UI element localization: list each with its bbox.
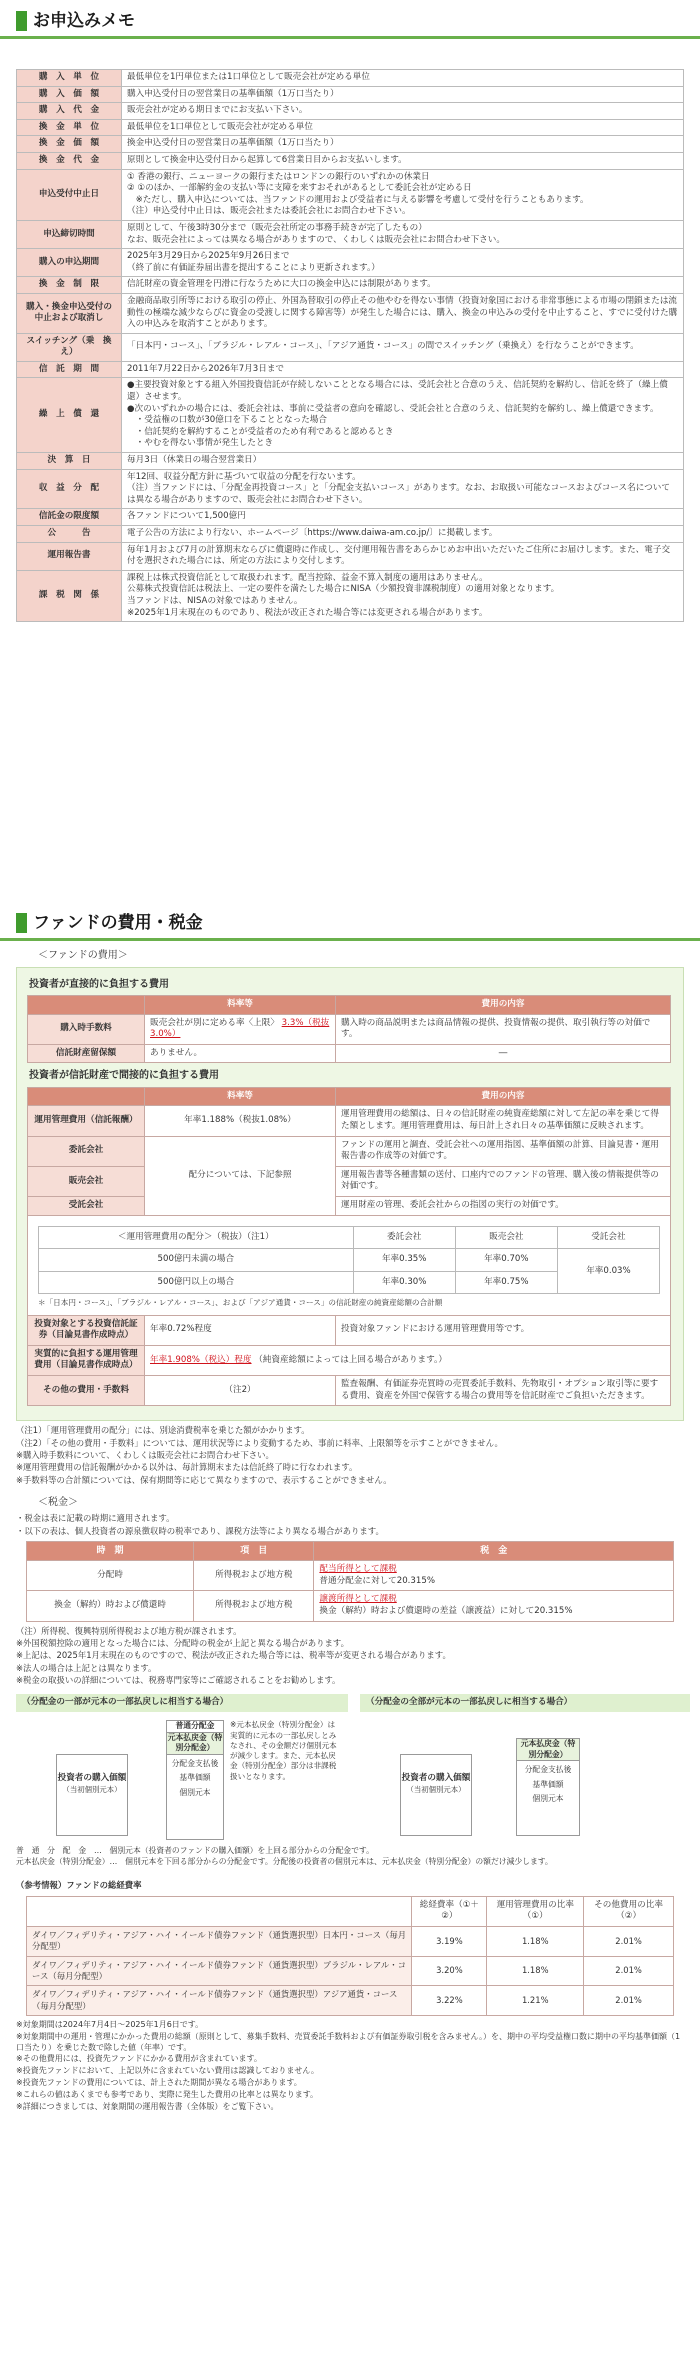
ratio-fund-name: ダイワ／フィデリティ・アジア・ハイ・イールド債券ファンド（通貨選択型）ブラジル・レアル・コース（毎月分配型） <box>27 1956 412 1986</box>
memo-row-text: 換金申込受付日の翌営業日の基準価額（1万口当たり） <box>127 138 339 149</box>
diagram-side-note: ※元本払戻金（特別分配金）は実質的に元本の一部払戻しとみなされ、その金額だけ個別元本が減少します。また、元本払戻金（特別分配金）部分は非課税扱いとなります。 <box>230 1720 337 1781</box>
memo-row-value <box>122 169 684 220</box>
alloc-header: ＜運用管理費用の配分＞（税抜）（注1） <box>39 1226 354 1249</box>
note-line: ※税金の取扱いの詳細については、税務専門家等にご確認されることをお勧めします。 <box>16 1675 341 1686</box>
memo-row <box>17 86 684 103</box>
ratio-fund-name: ダイワ／フィデリティ・アジア・ハイ・イールド債券ファンド（通貨選択型）日本円・コース（毎月分配型） <box>27 1926 412 1956</box>
memo-row-value <box>122 570 684 621</box>
fee-title: ファンドの費用・税金 <box>33 912 203 933</box>
actual-fee-label: 実質的に負担する運用管理費用（目論見書作成時点） <box>28 1345 145 1375</box>
memo-row-label: 購 入 代 金 <box>17 103 122 120</box>
investor-box: 投資者の購入価額 （当初個別元本） <box>56 1754 128 1836</box>
alloc-row-itaku: 年率0.30% <box>353 1271 455 1294</box>
memo-row-value <box>122 526 684 543</box>
memo-row <box>17 526 684 543</box>
fee-subtitle: ＜ファンドの費用＞ <box>38 950 128 961</box>
memo-title: お申込みメモ <box>33 10 135 31</box>
memo-row <box>17 169 684 220</box>
memo-row-text: ●次のいずれかの場合には、委託会社は、事前に受益者の意向を確認し、受託会社と合意のうえ、信託契約を解約し、繰上償還できます。 <box>127 403 659 414</box>
memo-row-label: 繰 上 償 還 <box>17 378 122 453</box>
alloc-jutaku-rate: 年率0.03% <box>557 1249 659 1294</box>
memo-row-label: 決 算 日 <box>17 453 122 470</box>
heading-marker <box>16 11 27 31</box>
tax-value: 配当所得として課税 普通分配金に対して20.315% <box>314 1561 674 1591</box>
memo-row-value <box>122 469 684 509</box>
memo-row-label: 課 税 関 係 <box>17 570 122 621</box>
memo-heading <box>0 6 700 39</box>
other-fee-content: 監査報酬、有価証券売買時の売買委託手数料、先物取引・オプション取引等に要する費用、資産を外国で保管する場合の費用等を信託財産でご負担いただきます。 <box>336 1376 671 1406</box>
purchase-fee-rate: 販売会社が別に定める率〈上限〉 3.3%（税抜3.0%） <box>145 1014 336 1044</box>
memo-row-value <box>122 220 684 248</box>
memo-row-text: 購入申込受付日の翌営業日の基準価額（1万口当たり） <box>127 88 339 99</box>
note-line: ※投資先ファンドの費用については、計上された期間が異なる場合があります。 <box>16 2077 302 2087</box>
diagram-left-title: （分配金の一部が元本の一部払戻しに相当する場合） <box>16 1694 348 1712</box>
itaku-content: ファンドの運用と調査、受託会社への運用指図、基準価額の計算、目論見書・運用報告書の作成等の対価です。 <box>336 1136 671 1166</box>
nav-box: 元本払戻金（特別分配金） 分配金支払後 基準価額 個別元本 <box>516 1738 580 1836</box>
note-line: （注）所得税、復興特別所得税および地方税が課されます。 <box>16 1625 242 1636</box>
ratio-value: 1.18% <box>487 1926 584 1956</box>
ratio-col-other: その他費用の比率（②） <box>584 1896 674 1926</box>
memo-row <box>17 378 684 453</box>
memo-row <box>17 220 684 248</box>
memo-row-value <box>122 509 684 526</box>
memo-section <box>0 0 700 622</box>
note-line: ※これらの値はあくまでも参考であり、実際に発生した費用の比率とは異なります。 <box>16 2089 319 2099</box>
alloc-col-hanbai: 販売会社 <box>455 1226 557 1249</box>
jutaku-content: 運用財産の管理、委託会社からの指図の実行の対価です。 <box>336 1197 671 1216</box>
ratio-col-total: 総経費率（①＋②） <box>412 1896 487 1926</box>
retain-rate: ありません。 <box>145 1044 336 1063</box>
ratio-notes <box>16 2020 684 2112</box>
memo-row-text: 2011年7月22日から2026年7月3日まで <box>127 363 285 374</box>
memo-row-text: 信託財産の資金管理を円滑に行なうために大口の換金申込には制限があります。 <box>127 279 436 290</box>
fee-heading <box>0 908 700 941</box>
memo-row-text: 金融商品取引所等における取引の停止、外国為替取引の停止その他やむを得ない事情（投資対象国における非常事態による市場の閉鎖または流動性の極端な減少ならびに資金の受渡しに関する障害等）が発生した場合には、購入、換金の申込みの受付を中止すること、すでに受付けた購入の申込みを取消すことがあります。 <box>127 295 678 330</box>
ratio-table <box>26 1896 674 2016</box>
memo-row-label: 購入・換金申込受付の中止および取消し <box>17 293 122 333</box>
ratio-row <box>27 1986 674 2016</box>
memo-row-label: 購 入 単 位 <box>17 70 122 87</box>
memo-row-label: 申込受付中止日 <box>17 169 122 220</box>
memo-row-value <box>122 378 684 453</box>
memo-row-text: 最低単位を1口単位として販売会社が定める単位 <box>127 121 313 132</box>
memo-row-label: 収 益 分 配 <box>17 469 122 509</box>
memo-row-text: 公募株式投資信託は税法上、一定の要件を満たした場合にNISA（少額投資非課税制度）の適用対象となります。 <box>127 584 560 595</box>
purchase-fee-max: 3.3%（税抜3.0%） <box>150 1017 330 1040</box>
memo-row-text: 原則として、午後3時30分まで（販売会社所定の事務手続きが完了したもの） <box>127 222 427 233</box>
note-line: （注1）「運用管理費用の配分」には、別途消費税率を乗じた額がかかります。 <box>16 1425 310 1436</box>
note-line: ※その他費用には、投資先ファンドにかかる費用が含まれています。 <box>16 2054 262 2064</box>
ratio-title: （参考情報）ファンドの総経費率 <box>16 1880 142 1891</box>
col-rate: 料率等 <box>145 996 336 1015</box>
memo-row-text: 当ファンドは、NISAの対象ではありません。 <box>127 595 303 606</box>
memo-row-text: ② ①のほか、一部解約金の支払い等に支障を来すおそれがあるとして委託会社が定める日 <box>127 183 472 194</box>
fee-panel <box>16 967 684 1422</box>
memo-row-text: 2025年3月29日から2025年9月26日まで <box>127 251 290 262</box>
other-fee-label: その他の費用・手数料 <box>28 1376 145 1406</box>
col-content: 費用の内容 <box>336 1087 671 1106</box>
memo-row-value <box>122 293 684 333</box>
memo-row-label: 換 金 代 金 <box>17 152 122 169</box>
memo-row <box>17 277 684 294</box>
note-line: ※手数料等の合計額については、保有期間等に応じて異なりますので、表示することができません。 <box>16 1474 392 1485</box>
memo-row-value <box>122 542 684 570</box>
note-line: ※法人の場合は上記とは異なります。 <box>16 1662 157 1673</box>
distribution-diagram <box>16 1694 684 1876</box>
target-fund-label: 投資対象とする投資信託証券（目論見書作成時点） <box>28 1315 145 1345</box>
memo-row-text: 各ファンドについて1,500億円 <box>127 511 246 522</box>
alloc-footnote: ＊「日本円・コース」、「ブラジル・レアル・コース」、および「アジア通貨・コース」の信託財産の純資産総額の合計額 <box>38 1298 443 1308</box>
tax-item: 所得税および地方税 <box>194 1561 314 1591</box>
memo-row-label: 信託金の限度額 <box>17 509 122 526</box>
memo-row <box>17 152 684 169</box>
memo-row <box>17 293 684 333</box>
hanbai-label: 販売会社 <box>28 1166 145 1196</box>
hanbai-content: 運用報告書等各種書類の送付、口座内でのファンドの管理、購入後の情報提供等の対価です。 <box>336 1166 671 1196</box>
alloc-table <box>38 1226 660 1295</box>
memo-row-value <box>122 277 684 294</box>
ratio-fund-name: ダイワ／フィデリティ・アジア・ハイ・イールド債券ファンド（通貨選択型）アジア通貨・コース（毎月分配型） <box>27 1986 412 2016</box>
ratio-col-blank <box>27 1896 412 1926</box>
mgmt-fee-content: 運用管理費用の総額は、日々の信託財産の純資産総額に対して左記の率を乗じて得た額とします。運用管理費用は、毎日計上され日々の基準価額に反映されます。 <box>336 1106 671 1136</box>
memo-row-text: 原則として換金申込受付日から起算して6営業日目からお支払いします。 <box>127 154 407 165</box>
memo-row <box>17 453 684 470</box>
ratio-row <box>27 1926 674 1956</box>
memo-row-text: 販売会社が定める期日までにお支払い下さい。 <box>127 105 308 116</box>
memo-row <box>17 361 684 378</box>
tax-when: 分配時 <box>27 1561 194 1591</box>
ratio-value: 2.01% <box>584 1986 674 2016</box>
ratio-value: 3.20% <box>412 1956 487 1986</box>
col-blank <box>28 1087 145 1106</box>
memo-row-value <box>122 136 684 153</box>
ratio-col-mgmt: 運用管理費用の比率（①） <box>487 1896 584 1926</box>
col-rate: 料率等 <box>145 1087 336 1106</box>
memo-row <box>17 249 684 277</box>
ratio-value: 1.18% <box>487 1956 584 1986</box>
memo-row-text: 年12回、収益分配方針に基づいて収益の分配を行ないます。 <box>127 471 361 482</box>
memo-row-label: 換 金 制 限 <box>17 277 122 294</box>
tax-col-item: 項 目 <box>194 1542 314 1561</box>
memo-row <box>17 333 684 361</box>
memo-row-value <box>122 152 684 169</box>
memo-row-label: 申込締切時間 <box>17 220 122 248</box>
note-line: ※対象期間は2024年7月4日〜2025年1月6日です。 <box>16 2019 204 2029</box>
note-line: ※詳細につきましては、対象期間の運用報告書（全体版）をご覧下さい。 <box>16 2101 279 2111</box>
diagram-right-title: （分配金の全部が元本の一部払戻しに相当する場合） <box>360 1694 690 1712</box>
diagram-legend: 普 通 分 配 金 … 個別元本（投資者のファンドの購入価額）を上回る部分からの分配金です。 元本払戻金（特別分配金）… 個別元本を下回る部分からの分配金です。分配後の投資者の個別元本は、元本払戻金（特別分配金）の額だけ減少します。 <box>16 1846 553 1866</box>
ratio-value: 3.22% <box>412 1986 487 2016</box>
memo-row-text: ① 香港の銀行、ニューヨークの銀行またはロンドンの銀行のいずれかの休業日 <box>127 171 430 182</box>
memo-row-text: ・やむを得ない事情が発生したとき <box>127 438 274 449</box>
memo-table <box>16 69 684 622</box>
purchase-fee-content: 購入時の商品説明または商品情報の提供、投資情報の提供、取引執行等の対価です。 <box>336 1014 671 1044</box>
memo-row-text: 毎年1月および7月の計算期末ならびに償還時に作成し、交付運用報告書をあらかじめお申出いただいたご住所にお届けします。また、電子交付を選択された場合には、所定の方法により交付します。 <box>127 544 671 567</box>
purchase-fee-label: 購入時手数料 <box>28 1014 145 1044</box>
memo-row-text: 電子公告の方法により行ない、ホームページ〔https://www.daiwa-am.co.jp/〕に掲載します。 <box>127 528 498 538</box>
tax-notes <box>16 1626 684 1687</box>
ratio-value: 2.01% <box>584 1926 674 1956</box>
memo-row <box>17 103 684 120</box>
tax-when: 換金（解約）時および償還時 <box>27 1591 194 1621</box>
memo-row-label: 購入の申込期間 <box>17 249 122 277</box>
direct-cost-title: 投資者が直接的に負担する費用 <box>29 978 169 990</box>
retain-label: 信託財産留保額 <box>28 1044 145 1063</box>
memo-row-text: なお、販売会社によっては異なる場合がありますので、くわしくは販売会社にお問合わせ下さい。 <box>127 234 505 245</box>
tax-col-tax: 税 金 <box>314 1542 674 1561</box>
memo-row-value <box>122 249 684 277</box>
ratio-value: 3.19% <box>412 1926 487 1956</box>
memo-row-value <box>122 361 684 378</box>
memo-row <box>17 570 684 621</box>
memo-row-text: 「日本円・コース」、「ブラジル・レアル・コース」、「アジア通貨・コース」の間でスイッチング（乗換え）を行なうことができます。 <box>127 341 639 352</box>
actual-fee-red: 年率1.908%（税込）程度 <box>150 1354 252 1365</box>
memo-row-label: スイッチング（乗 換 え） <box>17 333 122 361</box>
tax-top-notes <box>16 1513 684 1537</box>
alloc-row-itaku: 年率0.35% <box>353 1249 455 1272</box>
tax-col-when: 時 期 <box>27 1542 194 1561</box>
itaku-label: 委託会社 <box>28 1136 145 1166</box>
memo-row-label: 換 金 単 位 <box>17 119 122 136</box>
ratio-value: 2.01% <box>584 1956 674 1986</box>
memo-row-label: 運用報告書 <box>17 542 122 570</box>
memo-row-text: （終了前に有価証券届出書を提出することにより更新されます。） <box>127 262 380 273</box>
tax-item: 所得税および地方税 <box>194 1591 314 1621</box>
alloc-row-hanbai: 年率0.70% <box>455 1249 557 1272</box>
alloc-row-label: 500億円未満の場合 <box>39 1249 354 1272</box>
tax-value: 譲渡所得として課税 換金（解約）時および償還時の差益（譲渡益）に対して20.315% <box>314 1591 674 1621</box>
tax-table <box>26 1541 674 1622</box>
tax-subtitle: ＜税金＞ <box>38 1496 78 1508</box>
alloc-cell <box>28 1215 671 1315</box>
mgmt-fee-label: 運用管理費用（信託報酬） <box>28 1106 145 1136</box>
memo-row-value <box>122 333 684 361</box>
col-blank <box>28 996 145 1015</box>
memo-row <box>17 509 684 526</box>
note-line: ※購入時手数料について、くわしくは販売会社にお問合わせ下さい。 <box>16 1449 274 1460</box>
note-line: ※投資先ファンドにおいて、上記以外に含まれていない費用は認識しておりません。 <box>16 2066 319 2076</box>
mgmt-fee-rate: 年率1.188%（税抜1.08%） <box>145 1106 336 1136</box>
memo-row-value <box>122 70 684 87</box>
memo-row <box>17 70 684 87</box>
ratio-row <box>27 1956 674 1986</box>
memo-row <box>17 469 684 509</box>
memo-row-label: 購 入 価 額 <box>17 86 122 103</box>
indirect-cost-title: 投資者が信託財産で間接的に負担する費用 <box>29 1070 219 1082</box>
memo-row-value <box>122 103 684 120</box>
heading-marker <box>16 913 27 933</box>
memo-row-value <box>122 119 684 136</box>
target-fund-rate: 年率0.72%程度 <box>145 1315 336 1345</box>
note-line: ※外国税額控除の適用となった場合には、分配時の税金が上記と異なる場合があります。 <box>16 1637 349 1648</box>
alloc-row-label: 500億円以上の場合 <box>39 1271 354 1294</box>
nav-box: 普通分配金 元本払戻金（特別分配金） 分配金支払後 基準価額 個別元本 <box>166 1720 224 1840</box>
memo-row-text: 最低単位を1円単位または1口単位として販売会社が定める単位 <box>127 72 370 82</box>
col-content: 費用の内容 <box>336 996 671 1015</box>
jutaku-label: 受託会社 <box>28 1197 145 1216</box>
memo-row-text: ※2025年1月末現在のものであり、税法が改正された場合等には変更される場合があります。 <box>127 607 488 618</box>
alloc-col-jutaku: 受託会社 <box>557 1226 659 1249</box>
memo-row-text: ●主要投資対象とする組入外国投資信託が存続しないこととなる場合には、受託会社と合意のうえ、信託契約を解約し、信託を終了（繰上償還）させます。 <box>127 380 668 403</box>
fee-notes <box>16 1425 684 1486</box>
fee-section <box>0 908 700 2113</box>
alloc-note: 配分については、下記参照 <box>145 1136 336 1215</box>
memo-row-text: （注）当ファンドには、「分配金再投資コース」と「分配金支払いコース」があります。なお、お取扱い可能なコースおよびコース名については異なる場合がありますので、販売会社にお問合わせ下さい。 <box>127 483 670 505</box>
retain-content: ― <box>336 1044 671 1063</box>
memo-row-label: 公 告 <box>17 526 122 543</box>
memo-row-text: 課税上は株式投資信託として取扱われます。配当控除、益金不算入制度の適用はありません。 <box>127 572 488 583</box>
alloc-col-itaku: 委託会社 <box>353 1226 455 1249</box>
note-line: （注2）「その他の費用・手数料」については、運用状況等により変動するため、事前に料率、上限額等を示すことができません。 <box>16 1437 503 1448</box>
memo-row <box>17 542 684 570</box>
memo-row-text: 毎月3日（休業日の場合翌営業日） <box>127 455 262 466</box>
note-line: ・以下の表は、個人投資者の源泉徴収時の税率であり、課税方法等により異なる場合があります。 <box>16 1525 384 1536</box>
memo-row-text: ※ただし、購入申込については、当ファンドの運用および受益者に与える影響を考慮して受付を行うこともあります。 <box>127 194 589 205</box>
memo-row-text: ・信託契約を解約することが受益者のため有利であると認めるとき <box>127 426 394 437</box>
memo-row-label: 信 託 期 間 <box>17 361 122 378</box>
memo-row-text: （注）申込受付中止日は、販売会社または委託会社にお問合わせ下さい。 <box>127 206 411 217</box>
memo-row <box>17 119 684 136</box>
indirect-cost-table <box>27 1087 671 1406</box>
target-fund-content: 投資対象ファンドにおける運用管理費用等です。 <box>336 1315 671 1345</box>
note-line: ※上記は、2025年1月末現在のものですので、税法が改正された場合等には、税率等が変更される場合があります。 <box>16 1650 451 1661</box>
memo-row-value <box>122 453 684 470</box>
note-line: ※運用管理費用の信託報酬がかかる以外は、毎計算期末または信託終了時に行なわれます。 <box>16 1462 358 1473</box>
investor-box: 投資者の購入価額 （当初個別元本） <box>400 1754 472 1836</box>
actual-fee-rate <box>145 1345 671 1375</box>
memo-row-label: 換 金 価 額 <box>17 136 122 153</box>
direct-cost-table <box>27 995 671 1063</box>
memo-row-text: ・受益権の口数が30億口を下ることとなった場合 <box>127 415 327 426</box>
note-line: ・税金は表に記載の時期に適用されます。 <box>16 1513 175 1524</box>
other-fee-rate: （注2） <box>145 1376 336 1406</box>
actual-fee-post: （純資産総額によっては上回る場合があります。） <box>254 1354 447 1365</box>
memo-row-value <box>122 86 684 103</box>
memo-row <box>17 136 684 153</box>
note-line: ※対象期間中の運用・管理にかかった費用の総額（原則として、募集手数料、売買委託手数料および有価証券取引税を含みません。）を、期中の平均受益権口数に期中の平均基準価額（1口当たり）を乗じた数で除した値（年率）です。 <box>16 2031 681 2052</box>
ratio-value: 1.21% <box>487 1986 584 2016</box>
alloc-row-hanbai: 年率0.75% <box>455 1271 557 1294</box>
